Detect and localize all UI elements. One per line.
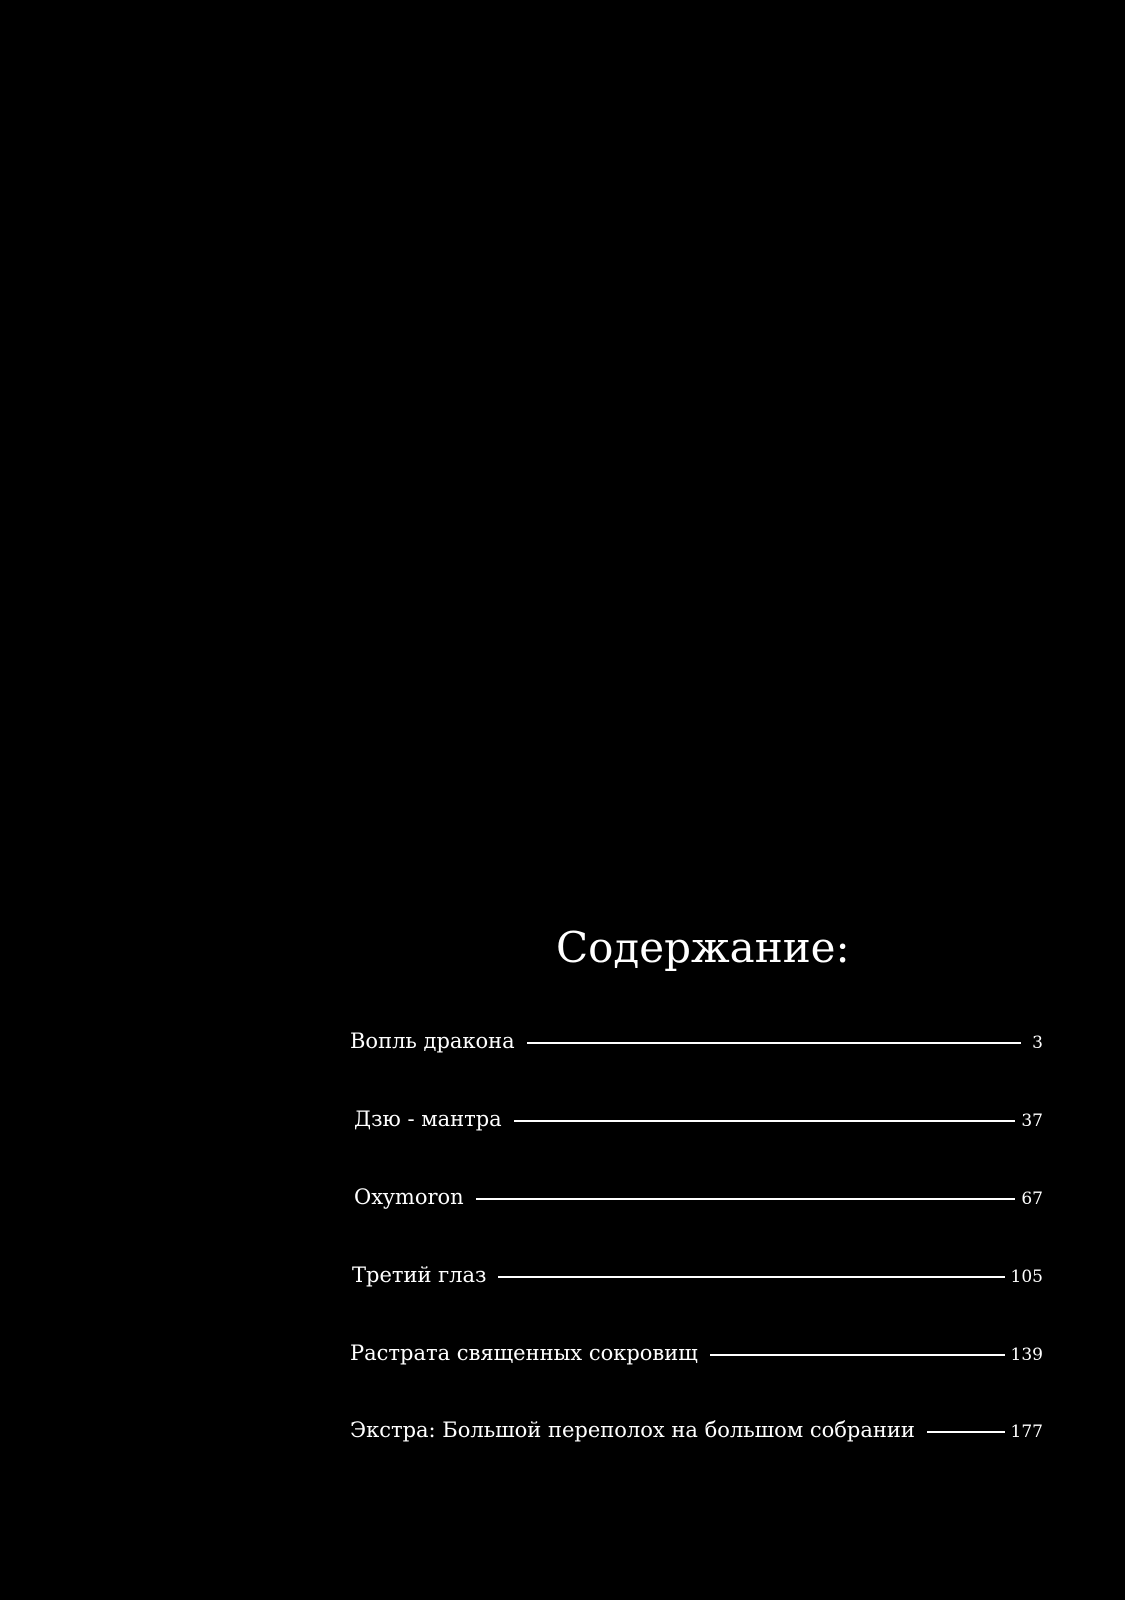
toc-entry-page-number: 139 xyxy=(1010,1345,1043,1365)
toc-entry-label: Вопль дракона xyxy=(350,1029,515,1053)
toc-entry-label: Oxymoron xyxy=(354,1185,464,1209)
toc-entry-label: Экстра: Большой переполох на большом собрании xyxy=(350,1418,915,1442)
toc-leader-line xyxy=(527,1042,1021,1044)
toc-entry-label: Дзю - мантра xyxy=(354,1107,502,1131)
toc-leader-line xyxy=(710,1354,1005,1356)
toc-leader-line xyxy=(927,1431,1005,1433)
toc-leader-line xyxy=(476,1198,1016,1200)
toc-entry xyxy=(354,1180,1043,1214)
toc-entry-page-number: 67 xyxy=(1021,1189,1043,1209)
toc-entry-page-number: 3 xyxy=(1032,1033,1043,1053)
toc-entry xyxy=(350,1336,1043,1370)
toc-entry-label: Третий глаз xyxy=(352,1263,487,1287)
toc-entry xyxy=(354,1102,1043,1136)
toc-entry xyxy=(350,1413,1043,1447)
toc-entry xyxy=(352,1258,1043,1292)
toc-entry-page-number: 177 xyxy=(1010,1422,1043,1442)
toc-entry xyxy=(350,1024,1043,1058)
page-title: Содержание: xyxy=(556,923,850,972)
toc-entry-page-number: 105 xyxy=(1010,1267,1043,1287)
toc-leader-line xyxy=(498,1276,1004,1278)
toc-entry-label: Растрата священных сокровищ xyxy=(350,1341,698,1365)
toc-entry-page-number: 37 xyxy=(1021,1111,1043,1131)
toc-leader-line xyxy=(514,1120,1016,1122)
